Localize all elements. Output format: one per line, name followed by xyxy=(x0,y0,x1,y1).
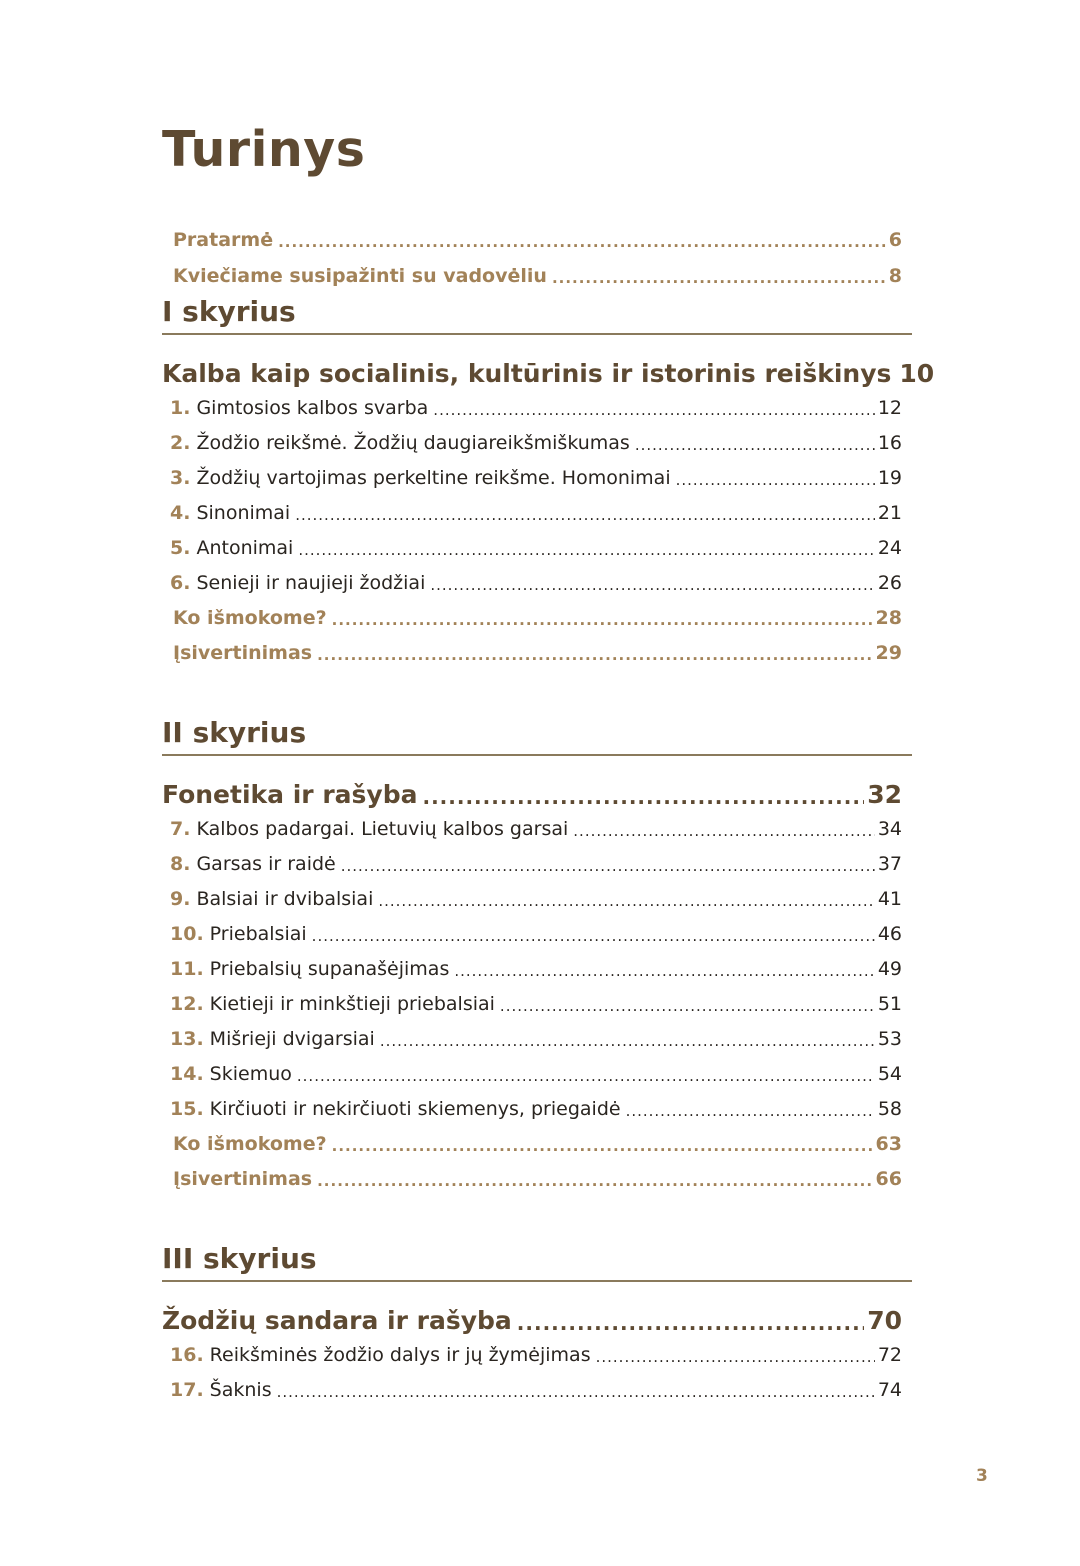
toc-lesson-number: 4. xyxy=(170,502,191,524)
toc-lesson[interactable] xyxy=(0,559,1080,594)
toc-leader-dots xyxy=(378,892,874,910)
toc-lesson[interactable] xyxy=(0,384,1080,419)
toc-lesson-number: 5. xyxy=(170,537,191,559)
toc-entry-label: Kirčiuoti ir nekirčiuoti skiemenys, priegaidė xyxy=(209,1098,621,1120)
toc-entry-label: Žodžių sandara ir rašyba xyxy=(162,1306,512,1335)
toc-entry-page: 21 xyxy=(877,502,902,524)
toc-entry-page: 66 xyxy=(875,1168,902,1190)
toc-entry-page: 37 xyxy=(877,853,902,875)
toc-lesson[interactable] xyxy=(0,454,1080,489)
toc-leader-dots xyxy=(317,646,872,664)
toc-lesson-number: 10. xyxy=(170,923,204,945)
toc-leader-dots xyxy=(332,1137,873,1155)
toc-entry-page: 70 xyxy=(867,1306,902,1335)
toc-entry-page: 24 xyxy=(877,537,902,559)
toc-entry-label: Šaknis xyxy=(209,1379,272,1401)
toc-chapter-theme[interactable] xyxy=(0,348,1080,388)
toc-lesson-number: 11. xyxy=(170,958,204,980)
toc-entry-label: Balsiai ir dvibalsiai xyxy=(196,888,374,910)
toc-lesson[interactable] xyxy=(0,805,1080,840)
toc-entry-summary[interactable] xyxy=(0,1120,1080,1155)
toc-entry-page: 54 xyxy=(877,1063,902,1085)
toc-lesson-number: 17. xyxy=(170,1379,204,1401)
toc-entry-label: Priebalsių supanašėjimas xyxy=(209,958,450,980)
toc-entry-label: Gimtosios kalbos svarba xyxy=(196,397,429,419)
toc-entry-label: Žodžio reikšmė. Žodžių daugiareikšmiškumas xyxy=(196,432,630,454)
toc-lesson[interactable] xyxy=(0,1050,1080,1085)
toc-entry-preface[interactable] xyxy=(0,216,1080,251)
toc-entry-label: Kietieji ir minkštieji priebalsiai xyxy=(209,993,495,1015)
toc-entry-page: 26 xyxy=(877,572,902,594)
toc-lesson-number: 14. xyxy=(170,1063,204,1085)
toc-entry-label: Pratarmė xyxy=(173,229,274,251)
toc-lesson[interactable] xyxy=(0,1366,1080,1401)
toc-entry-self-assessment[interactable] xyxy=(0,629,1080,664)
toc-lesson-number: 13. xyxy=(170,1028,204,1050)
toc-entry-label: Sinonimai xyxy=(196,502,291,524)
toc-leader-dots xyxy=(676,471,875,489)
toc-leader-dots xyxy=(295,506,875,524)
toc-leader-dots xyxy=(573,822,875,840)
toc-leader-dots xyxy=(552,269,886,287)
chapter-heading: I skyrius xyxy=(162,294,912,335)
toc-entry-label: Mišrieji dvigarsiai xyxy=(209,1028,375,1050)
toc-entry-intro[interactable] xyxy=(0,252,1080,287)
toc-entry-label: Įsivertinimas xyxy=(173,642,313,664)
toc-entry-label: Įsivertinimas xyxy=(173,1168,313,1190)
toc-lesson-number: 6. xyxy=(170,572,191,594)
chapter-heading: II skyrius xyxy=(162,715,912,756)
toc-entry-label: Žodžių vartojimas perkeltine reikšme. Homonimai xyxy=(196,467,671,489)
toc-entry-page: 74 xyxy=(877,1379,902,1401)
toc-leader-dots xyxy=(278,233,886,251)
toc-leader-dots xyxy=(312,927,875,945)
toc-lesson[interactable] xyxy=(0,945,1080,980)
toc-entry-page: 32 xyxy=(867,780,902,809)
toc-lesson-number: 16. xyxy=(170,1344,204,1366)
toc-entry-page: 10 xyxy=(899,359,935,388)
page-number: 3 xyxy=(976,1466,988,1486)
toc-leader-dots xyxy=(277,1383,875,1401)
toc-entry-label: Kviečiame susipažinti su vadovėliu xyxy=(173,265,547,287)
toc-lesson-number: 1. xyxy=(170,397,191,419)
toc-leader-dots xyxy=(297,1067,875,1085)
toc-entry-page: 8 xyxy=(888,265,902,287)
toc-lesson[interactable] xyxy=(0,524,1080,559)
toc-lesson-number: 9. xyxy=(170,888,191,910)
toc-leader-dots xyxy=(341,857,875,875)
toc-entry-label: Kalbos padargai. Lietuvių kalbos garsai xyxy=(196,818,569,840)
toc-entry-page: 34 xyxy=(877,818,902,840)
toc-entry-page: 16 xyxy=(877,432,902,454)
toc-entry-label: Ko išmokome? xyxy=(173,607,327,629)
toc-entry-summary[interactable] xyxy=(0,594,1080,629)
toc-leader-dots xyxy=(596,1348,875,1366)
toc-entry-page: 19 xyxy=(877,467,902,489)
toc-entry-label: Kalba kaip socialinis, kultūrinis ir istorinis reiškinys xyxy=(162,359,892,388)
toc-lesson-number: 3. xyxy=(170,467,191,489)
toc-leader-dots xyxy=(454,962,874,980)
toc-entry-page: 28 xyxy=(875,607,902,629)
toc-chapter-theme[interactable] xyxy=(0,1295,1080,1335)
toc-entry-page: 6 xyxy=(888,229,902,251)
toc-entry-label: Ko išmokome? xyxy=(173,1133,327,1155)
toc-entry-page: 63 xyxy=(875,1133,902,1155)
toc-leader-dots xyxy=(430,576,874,594)
toc-leader-dots xyxy=(433,401,875,419)
toc-entry-page: 29 xyxy=(875,642,902,664)
toc-chapter-theme[interactable] xyxy=(0,769,1080,809)
page-title: Turinys xyxy=(162,121,366,178)
toc-entry-label: Skiemuo xyxy=(209,1063,292,1085)
toc-entry-page: 46 xyxy=(877,923,902,945)
toc-entry-page: 58 xyxy=(877,1098,902,1120)
chapter-heading: III skyrius xyxy=(162,1241,912,1282)
toc-lesson-number: 2. xyxy=(170,432,191,454)
toc-entry-self-assessment[interactable] xyxy=(0,1155,1080,1190)
toc-leader-dots xyxy=(380,1032,875,1050)
toc-entry-label: Reikšminės žodžio dalys ir jų žymėjimas xyxy=(209,1344,591,1366)
toc-leader-dots xyxy=(626,1102,875,1120)
toc-entry-label: Antonimai xyxy=(196,537,294,559)
toc-entry-label: Garsas ir raidė xyxy=(196,853,336,875)
toc-leader-dots xyxy=(500,997,875,1015)
toc-lesson[interactable] xyxy=(0,419,1080,454)
toc-leader-dots xyxy=(317,1172,872,1190)
toc-leader-dots xyxy=(298,541,874,559)
toc-lesson-number: 8. xyxy=(170,853,191,875)
toc-lesson[interactable] xyxy=(0,910,1080,945)
toc-leader-dots xyxy=(635,436,875,454)
toc-lesson-number: 15. xyxy=(170,1098,204,1120)
toc-lesson[interactable] xyxy=(0,489,1080,524)
toc-lesson[interactable] xyxy=(0,980,1080,1015)
toc-lesson[interactable] xyxy=(0,1085,1080,1120)
toc-lesson[interactable] xyxy=(0,840,1080,875)
toc-lesson-number: 12. xyxy=(170,993,204,1015)
toc-entry-page: 51 xyxy=(877,993,902,1015)
toc-entry-page: 72 xyxy=(877,1344,902,1366)
toc-lesson-number: 7. xyxy=(170,818,191,840)
toc-entry-label: Priebalsiai xyxy=(209,923,307,945)
toc-entry-label: Fonetika ir rašyba xyxy=(162,780,418,809)
toc-leader-dots xyxy=(332,611,873,629)
toc-lesson[interactable] xyxy=(0,1015,1080,1050)
toc-entry-page: 12 xyxy=(877,397,902,419)
toc-lesson[interactable] xyxy=(0,875,1080,910)
toc-entry-page: 49 xyxy=(877,958,902,980)
toc-entry-label: Senieji ir naujieji žodžiai xyxy=(196,572,426,594)
toc-lesson[interactable] xyxy=(0,1331,1080,1366)
toc-entry-page: 41 xyxy=(877,888,902,910)
toc-entry-page: 53 xyxy=(877,1028,902,1050)
